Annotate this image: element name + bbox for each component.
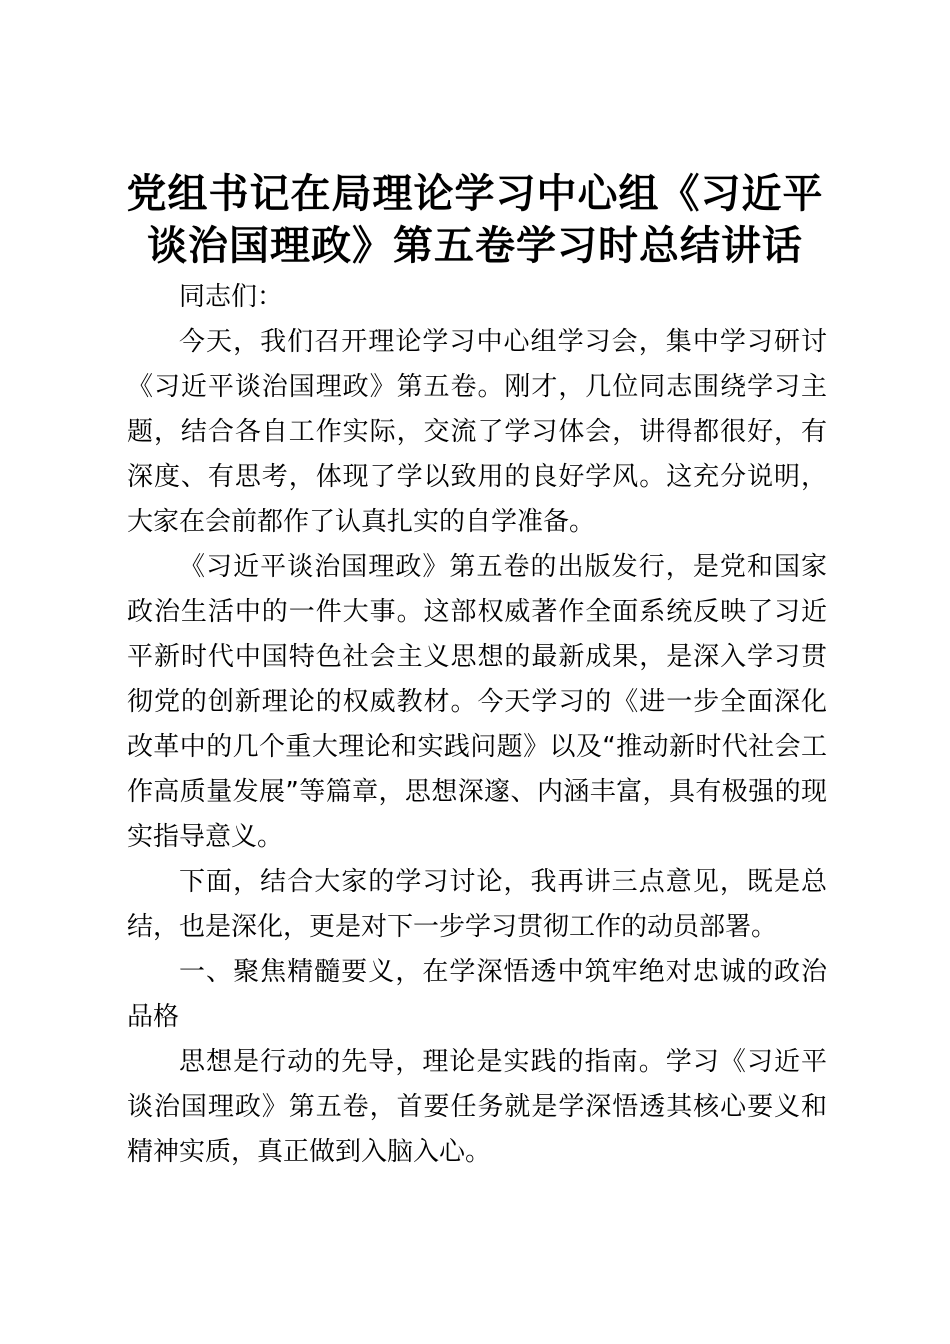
paragraph-significance: 《习近平谈治国理政》第五卷的出版发行，是党和国家政治生活中的一件大事。这部权威著作全面系统反映了习近平新时代中国特色社会主义思想的最新成果，是深入学习贯彻党的创新理论的权威教材。今天学习的《进一步全面深化改革中的几个重大理论和实践问题》以及“推动新时代社会工作高质量发展”等篇章，思想深邃、内涵丰富，具有极强的现实指导意义。 (127, 552, 827, 852)
document-body (127, 275, 827, 1175)
document-title-line-2: 谈治国理政》第五卷学习时总结讲话 (147, 222, 803, 269)
paragraph-opening: 今天，我们召开理论学习中心组学习会，集中学习研讨《习近平谈治国理政》第五卷。刚才，几位同志围绕学习主题，结合各自工作实际，交流了学习体会，讲得都很好，有深度、有思考，体现了学以致用的良好学风。这充分说明，大家在会前都作了认真扎实的自学准备。 (127, 327, 827, 537)
salutation: 同志们： (179, 282, 284, 312)
section-heading-1: 一、聚焦精髓要义，在学深悟透中筑牢绝对忠诚的政治品格 (127, 957, 827, 1032)
paragraph-transition: 下面，结合大家的学习讨论，我再讲三点意见，既是总结，也是深化，更是对下一步学习贯彻工作的动员部署。 (127, 867, 827, 942)
paragraph-section-1: 思想是行动的先导，理论是实践的指南。学习《习近平谈治国理政》第五卷，首要任务就是学深悟透其核心要义和精神实质，真正做到入脑入心。 (127, 1047, 827, 1167)
document-title-line-1: 党组书记在局理论学习中心组《习近平 (126, 170, 824, 217)
